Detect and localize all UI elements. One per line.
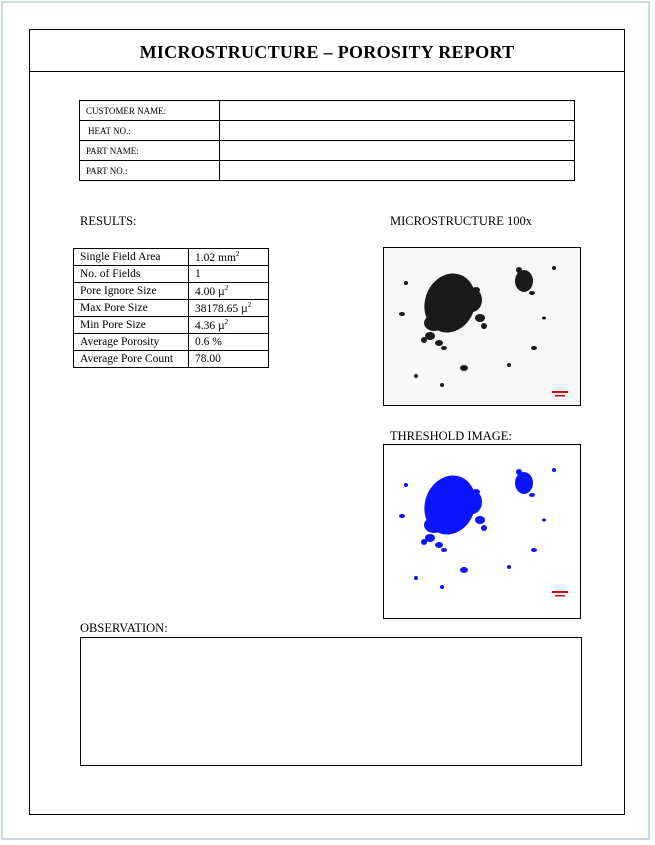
pore [531, 548, 537, 552]
result-key: No. of Fields [74, 266, 189, 283]
pore [531, 346, 537, 350]
result-value [189, 334, 269, 351]
scale-bar [552, 591, 568, 593]
pore [507, 363, 511, 367]
pore [552, 266, 556, 270]
result-unit-exponent: 2 [224, 318, 229, 327]
scale-bar-label [555, 395, 565, 397]
pore [424, 315, 444, 331]
result-value-text: 1.02 mm [195, 251, 236, 264]
pore [472, 489, 480, 495]
pore [475, 314, 485, 322]
pore [435, 340, 443, 346]
pore [404, 483, 408, 487]
scale-bar-label [555, 595, 565, 597]
pore [460, 567, 468, 573]
result-unit-exponent: 2 [247, 301, 252, 310]
heat-no-value[interactable] [220, 121, 575, 141]
pore [516, 469, 522, 475]
threshold-heading: THRESHOLD IMAGE: [390, 429, 512, 443]
pore [460, 365, 468, 371]
pore [472, 287, 480, 293]
observation-text [81, 638, 581, 650]
result-value-text: 4.00 µ [195, 285, 225, 298]
pore [424, 517, 444, 533]
observation-heading: OBSERVATION: [80, 621, 168, 635]
results-table [73, 248, 269, 368]
pore [399, 514, 405, 518]
table-row [74, 283, 269, 300]
pore [507, 565, 511, 569]
result-key: Max Pore Size [74, 300, 189, 317]
pore [529, 291, 535, 295]
threshold-plot [384, 445, 580, 618]
scale-bar [552, 391, 568, 393]
pore [475, 516, 485, 524]
pore [552, 468, 556, 472]
result-key: Min Pore Size [74, 317, 189, 334]
result-value [189, 317, 269, 334]
results-heading: RESULTS: [80, 214, 137, 228]
result-value-text: 0.6 % [195, 336, 222, 348]
table-row [80, 141, 575, 161]
result-key: Average Pore Count [74, 351, 189, 368]
table-row [74, 266, 269, 283]
report-page [29, 29, 625, 815]
microstructure-plot [384, 248, 580, 405]
pore [481, 525, 487, 531]
heat-no-label: HEAT NO.: [80, 121, 220, 141]
microstructure-heading: MICROSTRUCTURE 100x [390, 214, 533, 228]
observation-box[interactable] [80, 637, 582, 766]
pore [404, 281, 408, 285]
pore [421, 337, 427, 343]
pore [542, 519, 546, 522]
result-value-text: 78.00 [195, 353, 221, 365]
table-row [80, 121, 575, 141]
pore [441, 548, 447, 552]
table-row [80, 101, 575, 121]
pore [515, 270, 533, 292]
customer-name-label: CUSTOMER NAME: [80, 101, 220, 121]
table-row [74, 351, 269, 368]
result-value-text: 38178.65 µ [195, 302, 248, 315]
result-key: Pore Ignore Size [74, 283, 189, 300]
result-value-text: 1 [195, 268, 201, 280]
table-row [74, 317, 269, 334]
pore [399, 312, 405, 316]
pore [516, 267, 522, 273]
result-key: Single Field Area [74, 249, 189, 266]
pore [440, 383, 444, 387]
table-row [74, 300, 269, 317]
pore [515, 472, 533, 494]
result-value [189, 266, 269, 283]
threshold-image [383, 444, 581, 619]
part-name-value[interactable] [220, 141, 575, 161]
part-no-label: PART NO.: [80, 161, 220, 181]
microstructure-image [383, 247, 581, 406]
pore [414, 576, 418, 580]
pore [435, 542, 443, 548]
pore [529, 493, 535, 497]
result-value [189, 249, 269, 266]
result-unit-exponent: 2 [224, 284, 229, 293]
table-row [80, 161, 575, 181]
pore [542, 317, 546, 320]
result-unit-exponent: 2 [235, 250, 240, 259]
customer-info-table [79, 100, 575, 181]
pore [414, 374, 418, 378]
table-row [74, 334, 269, 351]
pore [421, 539, 427, 545]
result-value [189, 300, 269, 317]
part-no-value[interactable] [220, 161, 575, 181]
result-key: Average Porosity [74, 334, 189, 351]
result-value-text: 4.36 µ [195, 319, 225, 332]
part-name-label: PART NAME: [80, 141, 220, 161]
pore [440, 585, 444, 589]
pore [481, 323, 487, 329]
result-value [189, 351, 269, 368]
customer-name-value[interactable] [220, 101, 575, 121]
result-value [189, 283, 269, 300]
table-row [74, 249, 269, 266]
report-title: MICROSTRUCTURE – POROSITY REPORT [30, 30, 624, 72]
pore [441, 346, 447, 350]
